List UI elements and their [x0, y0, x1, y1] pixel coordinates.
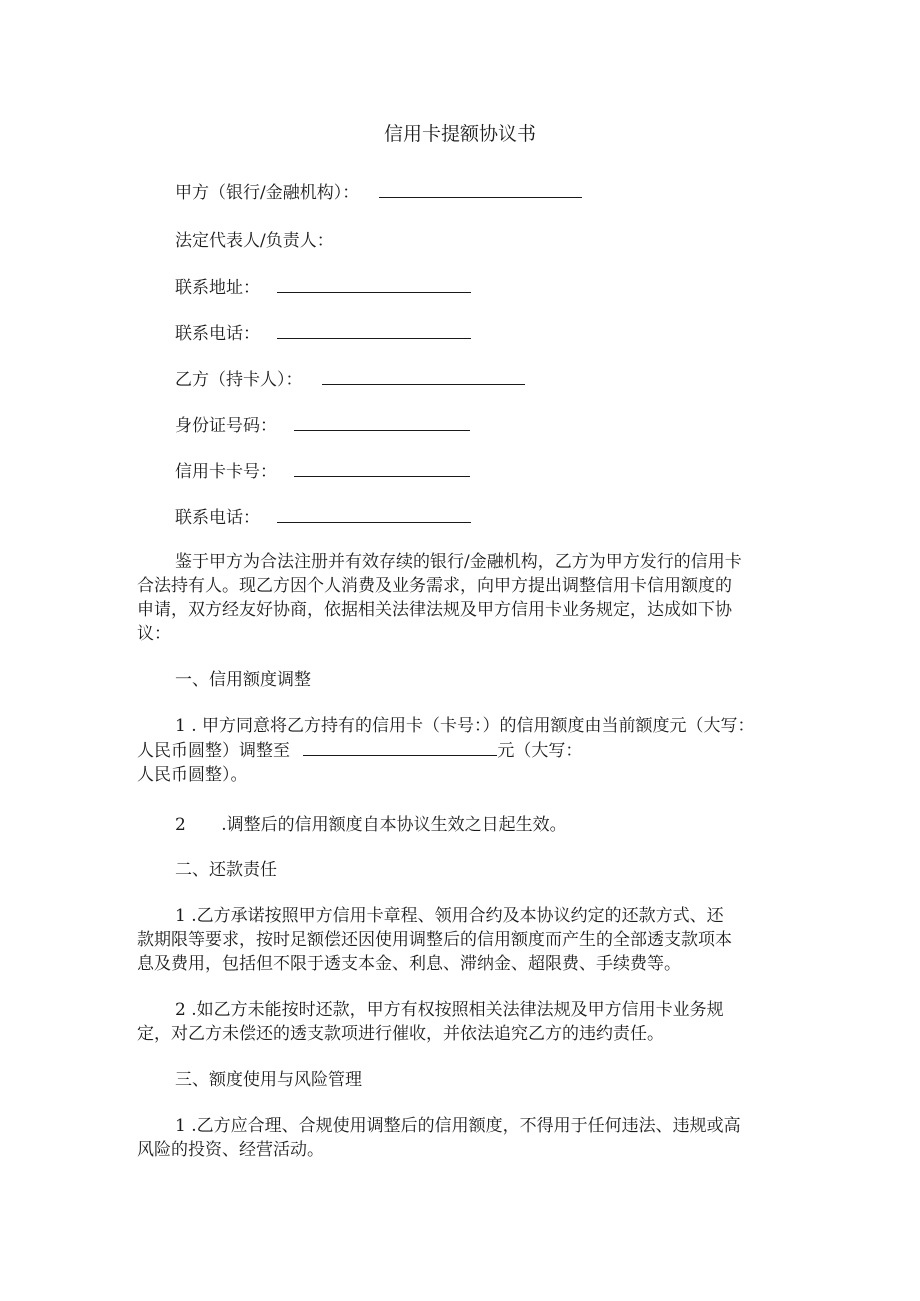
- sec1-item1-line: 1 . 甲方同意将乙方持有的信用卡（卡号：）的信用额度由当前额度元（大写：: [175, 716, 755, 736]
- new-limit-blank[interactable]: [303, 738, 497, 756]
- section-2-item-2: [137, 998, 792, 1046]
- party-a-label: 甲方（银行/金融机构）：: [175, 183, 360, 203]
- section-1-item-1: [137, 714, 792, 787]
- sec2-item1-line: 息及费用，包括但不限于透支本金、利息、滞纳金、超限费、手续费等。: [137, 954, 681, 974]
- phone-b-label: 联系电话：: [175, 508, 260, 528]
- sec1-item1-line2-end: 元（大写：: [497, 741, 583, 761]
- card-label: 信用卡卡号：: [175, 462, 277, 482]
- id-blank[interactable]: [294, 413, 470, 431]
- phone-b-row: [175, 505, 471, 530]
- party-b-row: [175, 367, 525, 392]
- document-title: 信用卡提额协议书: [383, 123, 536, 145]
- id-label: 身份证号码：: [175, 416, 277, 436]
- party-b-blank[interactable]: [322, 367, 525, 385]
- sec2-item1-line: 款期限等要求，按时足额偿还因使用调整后的信用额度而产生的全部透支款项本: [137, 930, 732, 950]
- section-1-item-2: [175, 813, 567, 837]
- phone-a-label: 联系电话：: [175, 324, 260, 344]
- party-b-label: 乙方（持卡人）：: [175, 370, 303, 390]
- intro-line: 申请，双方经友好协商，依据相关法律法规及甲方信用卡业务规定，达成如下协: [137, 600, 732, 620]
- address-blank[interactable]: [277, 275, 471, 293]
- section-3-heading: 三、额度使用与风险管理: [175, 1070, 362, 1090]
- sec2-item2-line: 2 .如乙方未能按时还款，甲方有权按照相关法律法规及甲方信用卡业务规: [175, 1000, 724, 1020]
- section-1-heading: 一、信用额度调整: [175, 670, 311, 690]
- legal-rep-label: 法定代表人/负责人：: [175, 231, 334, 251]
- address-row: [175, 275, 471, 300]
- sec2-item2-line: 定，对乙方未偿还的透支款项进行催收，并依法追究乙方的违约责任。: [137, 1024, 664, 1044]
- legal-rep-row: [175, 229, 334, 253]
- phone-b-blank[interactable]: [277, 505, 471, 523]
- intro-line: 合法持有人。现乙方因个人消费及业务需求，向甲方提出调整信用卡信用额度的: [137, 576, 732, 596]
- sec1-item1-line: [137, 738, 792, 763]
- sec1-item2-text: .调整后的信用额度自本协议生效之日起生效。: [221, 815, 567, 835]
- id-row: [175, 413, 470, 438]
- party-a-blank[interactable]: [379, 180, 582, 198]
- card-row: [175, 459, 470, 484]
- phone-a-row: [175, 321, 471, 346]
- sec2-item1-line: 1 .乙方承诺按照甲方信用卡章程、领用合约及本协议约定的还款方式、还: [175, 906, 724, 926]
- intro-line: 鉴于甲方为合法注册并有效存续的银行/金融机构，乙方为甲方发行的信用卡: [175, 552, 742, 572]
- card-blank[interactable]: [294, 459, 470, 477]
- sec3-item1-line: 风险的投资、经营活动。: [137, 1140, 324, 1160]
- intro-paragraph: [137, 550, 792, 646]
- section-2-item-1: [137, 904, 792, 976]
- sec3-item1-line: 1 .乙方应合理、合规使用调整后的信用额度，不得用于任何违法、违规或高: [175, 1116, 741, 1136]
- sec1-item1-line2-start: 人民币圆整）调整至: [137, 741, 290, 761]
- address-label: 联系地址：: [175, 278, 260, 298]
- party-a-row: [175, 180, 582, 205]
- section-2-heading: 二、还款责任: [175, 860, 277, 880]
- phone-a-blank[interactable]: [277, 321, 471, 339]
- intro-line: 议：: [137, 624, 171, 644]
- sec1-item1-line: 人民币圆整）。: [137, 765, 248, 785]
- sec1-item2-num: 2: [175, 815, 186, 835]
- section-3-item-1: [137, 1114, 792, 1162]
